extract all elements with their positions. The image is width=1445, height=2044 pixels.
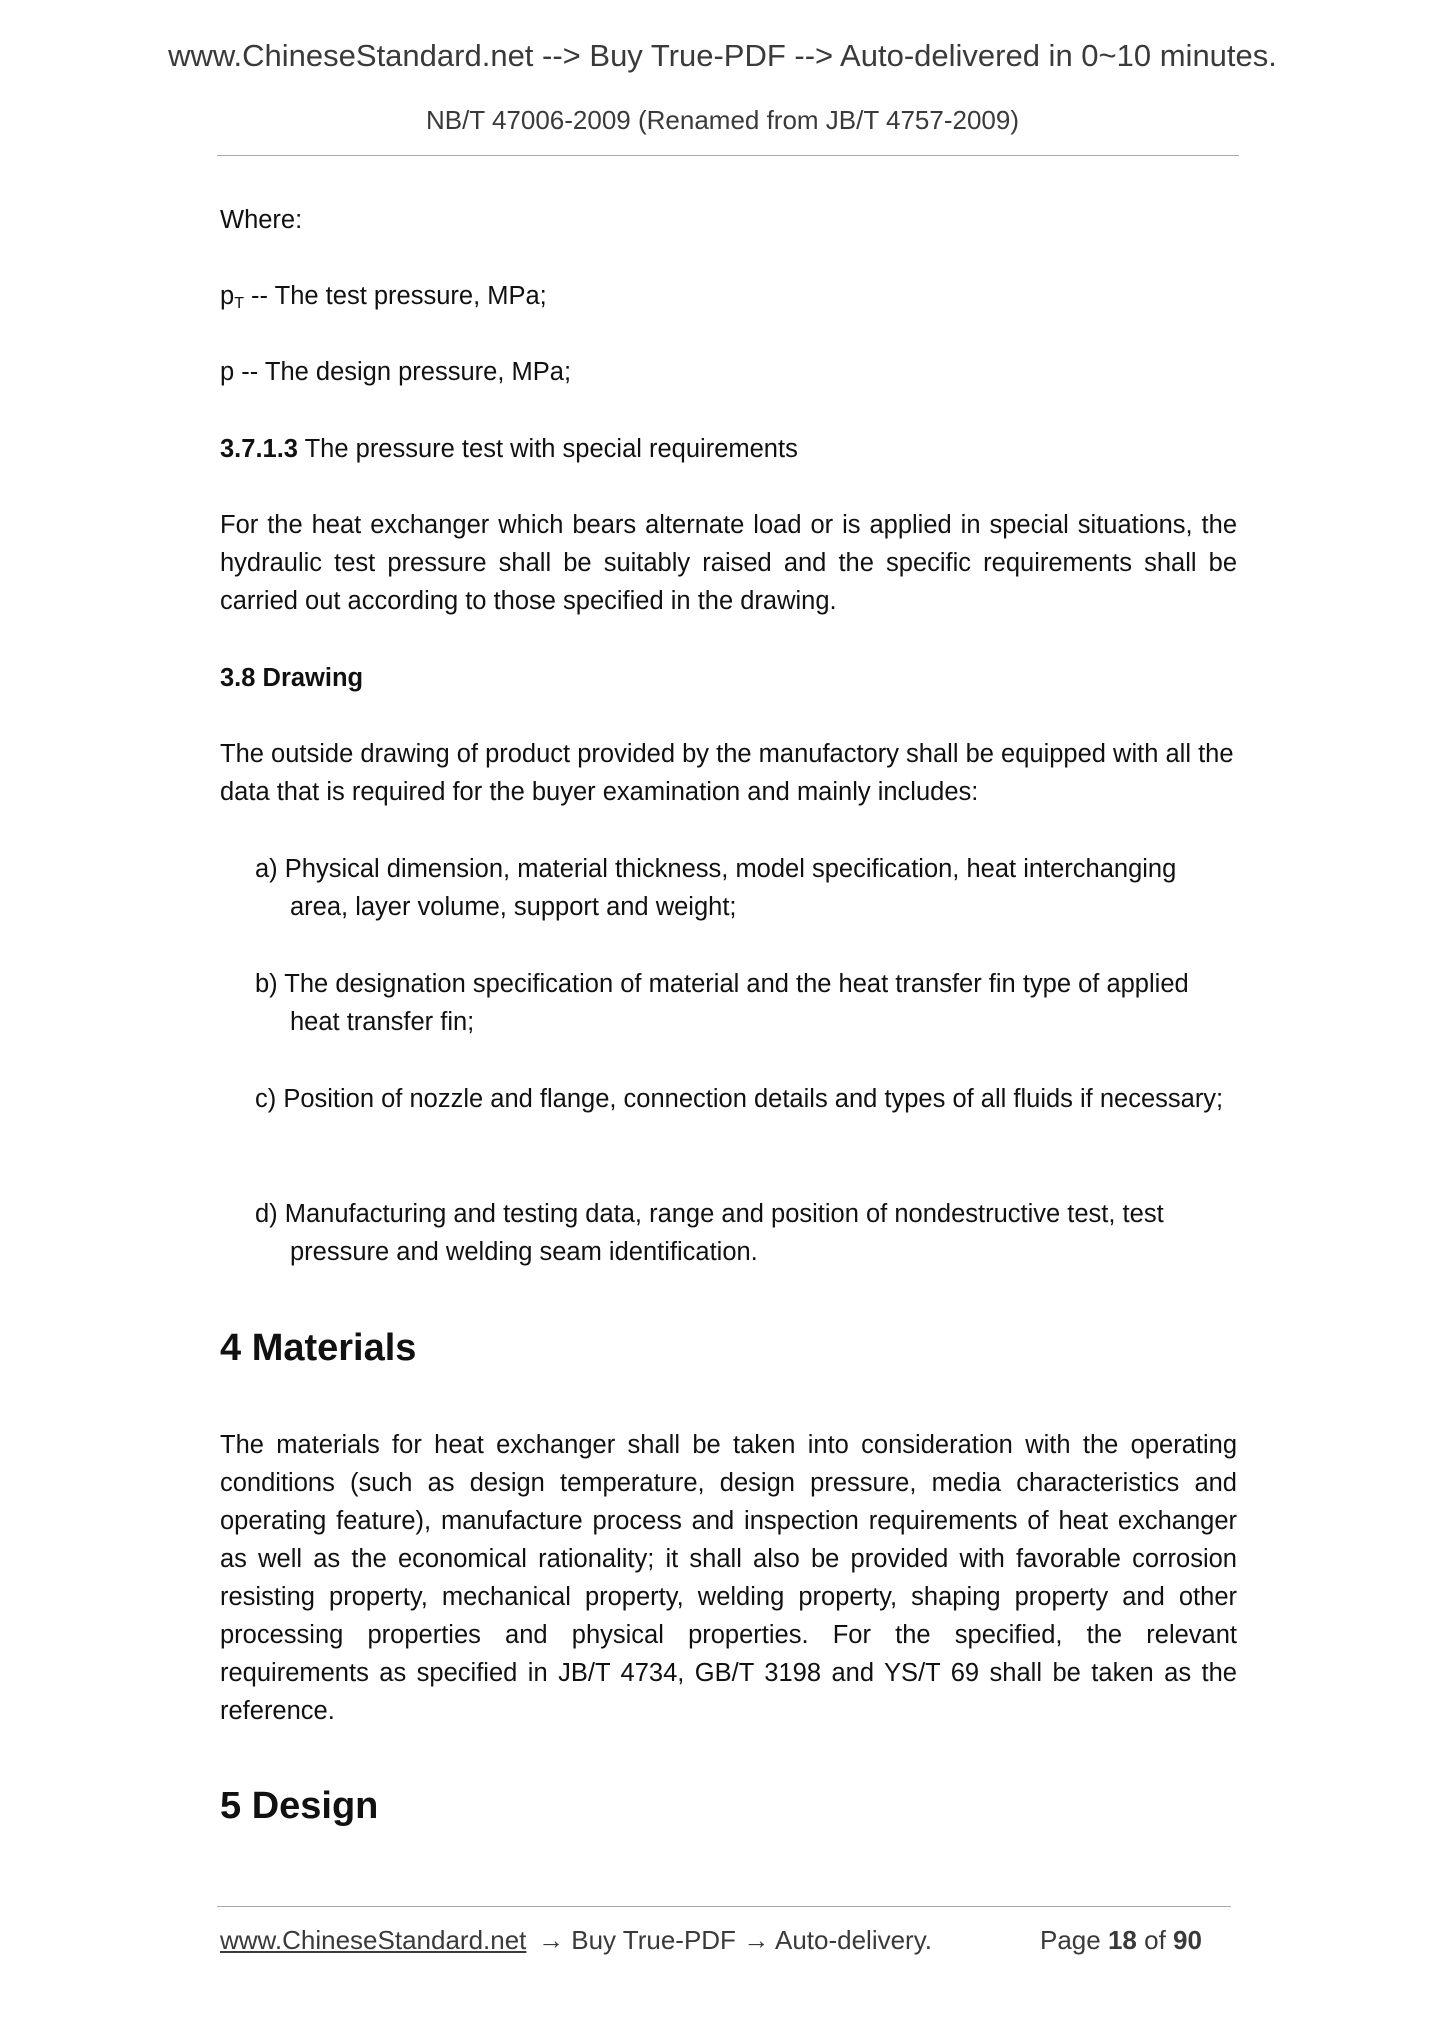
document-code: NB/T 47006-2009 (Renamed from JB/T 4757-2009) <box>425 105 1020 135</box>
footer-website-link[interactable]: www.ChineseStandard.net <box>220 1925 527 1955</box>
page-of: of <box>1144 1925 1166 1955</box>
pt-subscript: T <box>234 295 244 312</box>
page-current: 18 <box>1107 1925 1137 1955</box>
section-heading-5: 5 Design <box>220 1785 379 1827</box>
header-divider <box>217 155 1239 156</box>
footer-delivery-label: Auto-delivery. <box>774 1925 933 1955</box>
arrow-right-icon: → <box>743 1925 770 1955</box>
list-item: c) Position of nozzle and flange, connection details and types of all fluids if necessary; <box>255 1085 1224 1113</box>
definition-design-pressure: p -- The design pressure, MPa; <box>220 358 572 386</box>
footer-buy-text <box>538 1925 932 1956</box>
paragraph-materials: The materials for heat exchanger shall be taken into consideration with the operating conditions (such as design temperature, design pressure, media characteristics and operating feature), manufacture process and inspection requirements of heat exchanger as well as the economical rationality; it shall also be provided with favorable corrosion resisting property, mechanical property, welding property, shaping property and other processing properties and physical properties. For the specified, the relevant requirements as specified in JB/T 4734, GB/T 3198 and YS/T 69 shall be taken as the reference. <box>220 1431 1237 1725</box>
clause-title: The pressure test with special requirements <box>297 435 798 463</box>
pt-symbol: p <box>220 282 235 310</box>
section-heading-3-8: 3.8 Drawing <box>220 664 364 692</box>
top-banner: www.ChineseStandard.net --> Buy True-PDF --> Auto-delivered in 0~10 minutes. <box>168 38 1277 73</box>
paragraph-special-requirements: For the heat exchanger which bears alternate load or is applied in special situations, the hydraulic test pressure shall be suitably raised and the specific requirements shall be carried out according to those specified in the drawing. <box>220 511 1237 615</box>
pt-description: -- The test pressure, MPa; <box>243 282 547 310</box>
arrow-right-icon: → <box>538 1925 564 1955</box>
section-heading-4: 4 Materials <box>220 1327 417 1369</box>
list-item: d) Manufacturing and testing data, range and position of nondestructive test, test pressure and welding seam identification. <box>255 1200 1164 1266</box>
definition-test-pressure <box>220 277 1237 323</box>
list-item: a) Physical dimension, material thickness, model specification, heat interchanging area, layer volume, support and weight; <box>255 855 1177 921</box>
clause-number: 3.7.1.3 <box>220 435 298 463</box>
page-label: Page <box>1040 1925 1101 1955</box>
list-item: b) The designation specification of material and the heat transfer fin type of applied heat transfer fin; <box>255 970 1189 1036</box>
clause-heading-3-7-1-3 <box>220 430 1237 468</box>
page-indicator <box>1040 1925 1202 1956</box>
footer-divider <box>217 1906 1231 1907</box>
footer-buy-label: Buy True-PDF <box>571 1925 736 1955</box>
where-label: Where: <box>220 206 303 234</box>
page-total: 90 <box>1173 1925 1202 1955</box>
paragraph-drawing: The outside drawing of product provided by the manufactory shall be equipped with all the data that is required for the buyer examination and mainly includes: <box>220 740 1234 806</box>
